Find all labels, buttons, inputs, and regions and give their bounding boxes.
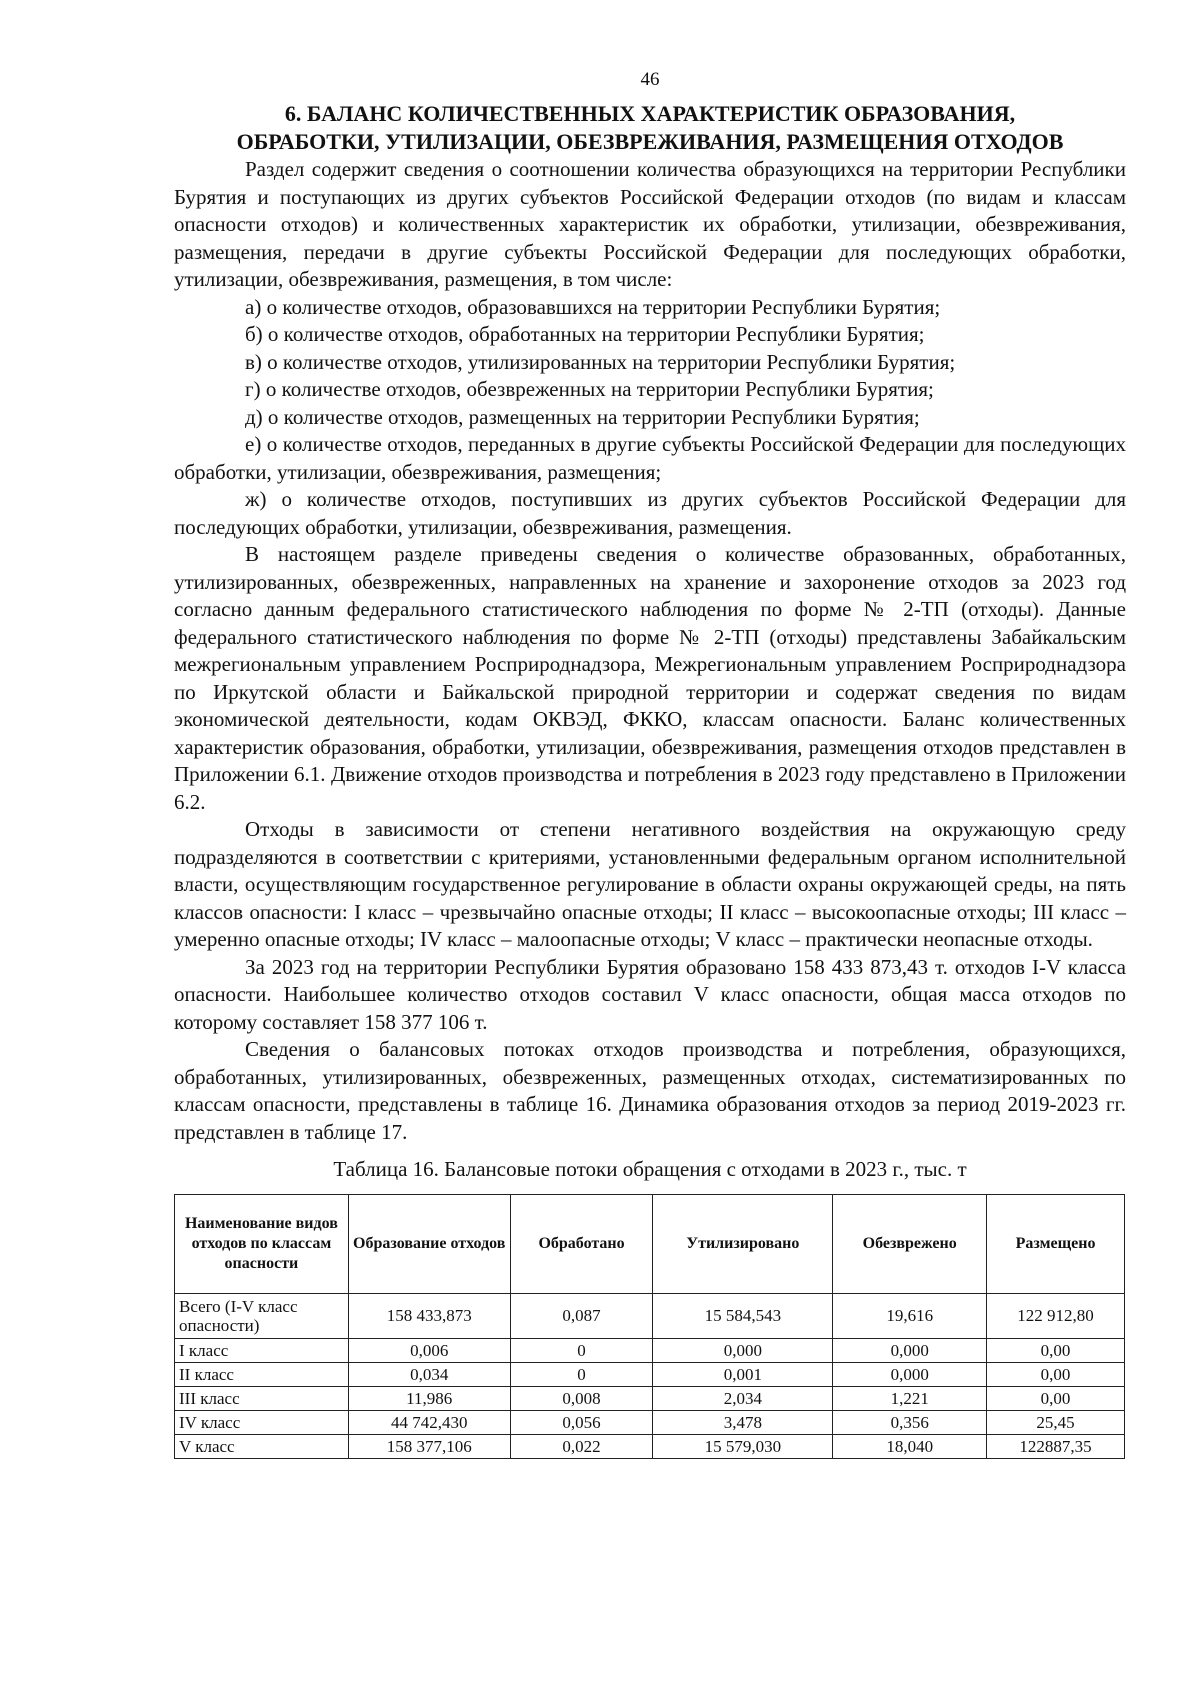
row-label: Всего (I-V класс опасности) [175,1293,349,1338]
row-label: III класс [175,1386,349,1410]
header-generated: Образование отходов [348,1194,510,1293]
page-number: 46 [640,69,660,90]
cell-utilized: 3,478 [653,1410,833,1434]
paragraph-hazard-classes: Отходы в зависимости от степени негативного воздействия на окружающую среду подразделяются в соответствии с критериями, установленными федеральным органом исполнительной власти, осуществляющим государственное регулирование в области охраны окружающей среды, на пять классов опасности: I класс – чрезвычайно опасные отходы; II класс – высокоопасные отходы; III класс – умеренно опасные отходы; IV класс – малоопасные отходы; V класс – практически неопасные отходы. [174,817,1126,951]
table-row [175,1362,1125,1386]
cell-utilized: 0,000 [653,1338,833,1362]
cell-placed: 25,45 [987,1410,1125,1434]
list-item-v: в) о количестве отходов, утилизированных на территории Республики Бурятия; [245,349,956,374]
cell-processed: 0,087 [510,1293,653,1338]
table-row [175,1293,1125,1338]
row-label: II класс [175,1362,349,1386]
cell-processed: 0,056 [510,1410,653,1434]
table-row [175,1410,1125,1434]
table-row [175,1338,1125,1362]
paragraph-data-sources: В настоящем разделе приведены сведения о количестве образованных, обработанных, утилизированных, обезвреженных, направленных на хранение и захоронение отходов за 2023 год согласно данным федерального статистического наблюдения по форме № 2-ТП (отходы). Данные федерального статистического наблюдения по форме № 2-ТП (отходы) представлены Забайкальским межрегиональным управлением Росприроднадзора, Межрегиональным управлением Росприроднадзора по Иркутской области и Байкальской природной территории и содержат сведения по видам экономической деятельности, кодам ОКВЭД, ФККО, классам опасности. Баланс количественных характеристик образования, обработки, утилизации, обезвреживания, размещения отходов представлен в Приложении 6.1. Движение отходов производства и потребления в 2023 году представлено в Приложении 6.2. [174,542,1126,814]
row-label: V класс [175,1434,349,1458]
cell-placed: 0,00 [987,1362,1125,1386]
cell-placed: 122887,35 [987,1434,1125,1458]
cell-generated: 0,034 [348,1362,510,1386]
header-waste-class: Наименование видов отходов по классам опасности [175,1194,349,1293]
section-heading [174,100,1126,156]
intro-paragraph: Раздел содержит сведения о соотношении количества образующихся на территории Республики Бурятия и поступающих из других субъектов Российской Федерации отходов (по видам и классам опасности отходов) и количественных характеристик их обработки, утилизации, обезвреживания, размещения, передачи в другие субъекты Российской Федерации для последующих обработки, утилизации, обезвреживания, размещения, в том числе: [174,157,1126,291]
list-item-a: а) о количестве отходов, образовавшихся на территории Республики Бурятия; [245,294,941,319]
header-placed: Размещено [987,1194,1125,1293]
document-page [174,0,1126,1459]
cell-neutralized: 0,356 [833,1410,987,1434]
list-item-zh: ж) о количестве отходов, поступивших из других субъектов Российской Федерации для последующих обработки, утилизации, обезвреживания, размещения. [174,487,1126,539]
list-item-g: г) о количестве отходов, обезвреженных на территории Республики Бурятия; [245,377,934,401]
cell-processed: 0,022 [510,1434,653,1458]
cell-neutralized: 1,221 [833,1386,987,1410]
cell-neutralized: 0,000 [833,1362,987,1386]
cell-utilized: 2,034 [653,1386,833,1410]
cell-processed: 0,008 [510,1386,653,1410]
list-item-b: б) о количестве отходов, обработанных на территории Республики Бурятия; [245,322,925,346]
paragraph-table-reference: Сведения о балансовых потоках отходов производства и потребления, образующихся, обработанных, утилизированных, обезвреженных, размещенных отходах, систематизированных по классам опасности, представлены в таблице 16. Динамика образования отходов за период 2019-2023 гг. представлен в таблице 17. [174,1037,1126,1144]
list-item-d: д) о количестве отходов, размещенных на территории Республики Бурятия; [245,404,920,429]
cell-utilized: 0,001 [653,1362,833,1386]
header-processed: Обработано [510,1194,653,1293]
cell-placed: 122 912,80 [987,1293,1125,1338]
row-label: I класс [175,1338,349,1362]
header-utilized: Утилизировано [653,1194,833,1293]
table-row [175,1434,1125,1458]
cell-generated: 11,986 [348,1386,510,1410]
cell-generated: 44 742,430 [348,1410,510,1434]
row-label: IV класс [175,1410,349,1434]
cell-placed: 0,00 [987,1338,1125,1362]
cell-utilized: 15 579,030 [653,1434,833,1458]
table-row [175,1386,1125,1410]
cell-placed: 0,00 [987,1386,1125,1410]
cell-processed: 0 [510,1338,653,1362]
cell-neutralized: 19,616 [833,1293,987,1338]
table-header-row [175,1194,1125,1293]
section-heading-line-1: 6. БАЛАНС КОЛИЧЕСТВЕННЫХ ХАРАКТЕРИСТИК ОБРАЗОВАНИЯ, [284,101,1016,126]
cell-generated: 158 377,106 [348,1434,510,1458]
cell-generated: 158 433,873 [348,1293,510,1338]
waste-balance-table [174,1194,1125,1459]
cell-generated: 0,006 [348,1338,510,1362]
section-heading-line-2: ОБРАБОТКИ, УТИЛИЗАЦИИ, ОБЕЗВРЕЖИВАНИЯ, РАЗМЕЩЕНИЯ ОТХОДОВ [236,129,1064,154]
table-caption: Таблица 16. Балансовые потоки обращения с отходами в 2023 г., тыс. т [333,1157,967,1181]
cell-neutralized: 0,000 [833,1338,987,1362]
cell-processed: 0 [510,1362,653,1386]
list-item-e: е) о количестве отходов, переданных в другие субъекты Российской Федерации для последующих обработки, утилизации, обезвреживания, размещения; [174,432,1126,484]
header-neutralized: Обезврежено [833,1194,987,1293]
cell-utilized: 15 584,543 [653,1293,833,1338]
paragraph-totals: За 2023 год на территории Республики Бурятия образовано 158 433 873,43 т. отходов I-V класса опасности. Наибольшее количество отходов составил V класс опасности, общая масса отходов по которому составляет 158 377 106 т. [174,954,1126,1034]
cell-neutralized: 18,040 [833,1434,987,1458]
